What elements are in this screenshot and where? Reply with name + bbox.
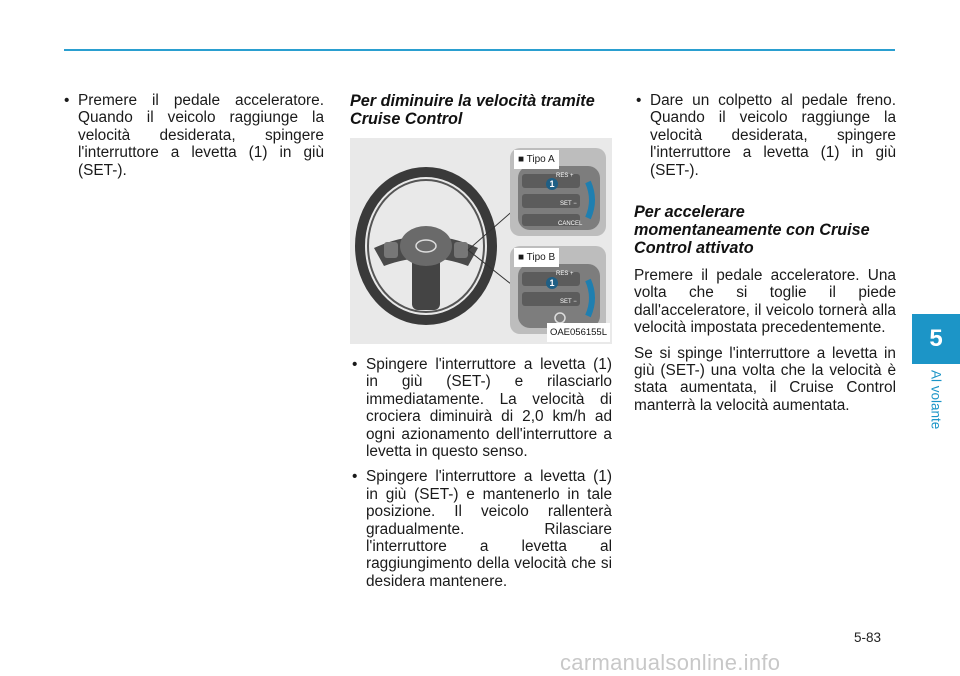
figure-code: OAE056155L bbox=[547, 323, 610, 342]
body-paragraph: Se si spinge l'interruttore a levetta in giù (SET-) una volta che la velocità è stata aumentata, il Cruise Control manterrà la velocità aumentata. bbox=[634, 344, 896, 414]
tipo-a-label: ■ Tipo A bbox=[514, 150, 559, 169]
left-column bbox=[62, 92, 324, 187]
section-heading-accelerate: Per accelerare momentaneamente con Cruise Control attivato bbox=[634, 203, 870, 258]
res-label-a: RES + bbox=[556, 173, 574, 179]
watermark: carmanualsonline.info bbox=[560, 650, 781, 675]
bullet-item: • Spingere l'interruttore a levetta (1) in giù (SET-) e rilasciarlo immediatamente. La velocità di crociera diminuirà di 2,0 km/h ad ogni azionamento dell'interruttore a levetta in questo senso. bbox=[350, 356, 612, 460]
cancel-label-a: CANCEL bbox=[558, 221, 583, 227]
set-label-b: SET − bbox=[560, 299, 577, 305]
bullet-item: • Spingere l'interruttore a levetta (1) in giù (SET-) e mantenerlo in tale posizione. Il veicolo rallenterà gradualmente. Rilasciare l'interruttore a levetta al raggiungimento della velocità che si desidera mantenere. bbox=[350, 468, 612, 590]
res-label-b: RES + bbox=[556, 271, 574, 277]
chapter-tab: 5 bbox=[912, 314, 960, 364]
bullet-item: • Premere il pedale acceleratore. Quando il veicolo raggiunge la velocità desiderata, spingere l'interruttore a levetta (1) in giù (SET-). bbox=[62, 92, 324, 179]
steering-wheel-figure bbox=[350, 138, 612, 344]
chapter-label: Al volante bbox=[928, 370, 944, 430]
set-label-a: SET − bbox=[560, 201, 577, 207]
page-number: 5-83 bbox=[854, 630, 882, 645]
top-rule bbox=[64, 49, 895, 51]
section-heading-decrease: Per diminuire la velocità tramite Cruise Control bbox=[350, 92, 595, 128]
bullet-item: • Dare un colpetto al pedale freno. Quando il veicolo raggiunge la velocità desiderata, spingere l'interruttore a levetta (1) in giù (SET-). bbox=[634, 92, 896, 179]
body-paragraph: Premere il pedale acceleratore. Una volta che si toglie il piede dall'acceleratore, il veicolo tornerà alla velocità impostata precedentemente. bbox=[634, 267, 896, 337]
callout-badge-a: 1 bbox=[546, 178, 558, 190]
callout-badge-b: 1 bbox=[546, 277, 558, 289]
middle-column bbox=[350, 92, 612, 598]
tipo-b-label: ■ Tipo B bbox=[514, 248, 559, 267]
right-column bbox=[634, 92, 896, 422]
